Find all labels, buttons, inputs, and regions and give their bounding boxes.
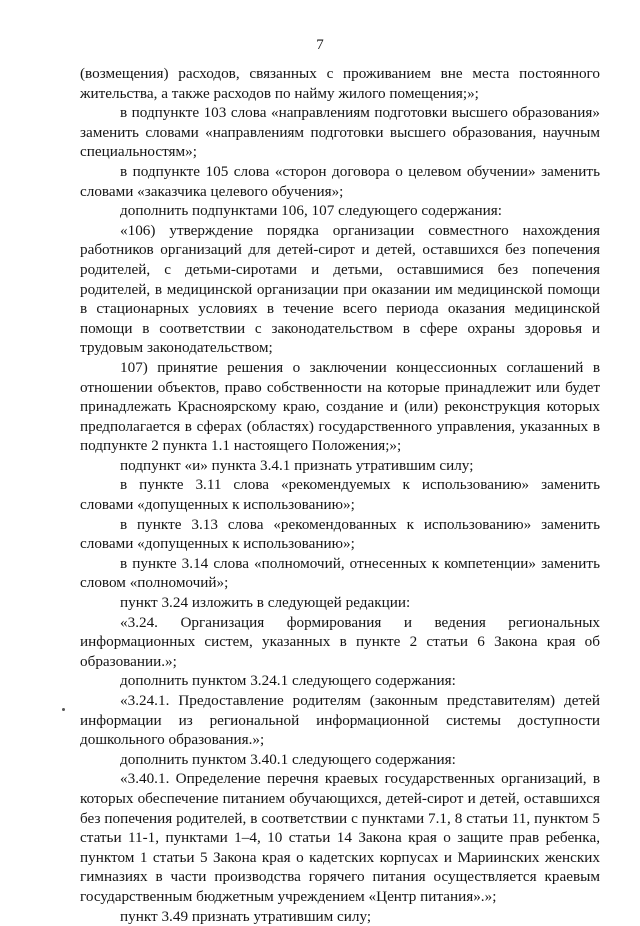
paragraph-10: в пункте 3.14 слова «полномочий, отнесенных к компетенции» заменить словом «полномочий»; (80, 554, 600, 592)
paragraph-13: дополнить пунктом 3.24.1 следующего содержания: (120, 672, 456, 690)
paragraph-12: «3.24. Организация формирования и ведения региональных информационных систем, указанных в пункте 2 статьи 6 Закона края об образовании.»; (80, 613, 600, 670)
scan-speck (62, 708, 65, 711)
document-body (80, 64, 600, 926)
paragraph-14: «3.24.1. Предоставление родителям (законным представителям) детей информации из региональной информационной системы доступности дошкольного образования.»; (80, 692, 600, 749)
paragraph-1: (возмещения) расходов, связанных с проживанием вне места постоянного жительства, а также расходов по найму жилого помещения;»; (80, 65, 600, 102)
paragraph-7: подпункт «и» пункта 3.4.1 признать утратившим силу; (120, 456, 474, 474)
paragraph-8: в пункте 3.11 слова «рекомендуемых к использованию» заменить словами «допущенных к использованию»; (80, 476, 600, 514)
paragraph-11: пункт 3.24 изложить в следующей редакции: (120, 594, 411, 612)
paragraph-16: «3.40.1. Определение перечня краевых государственных организаций, в которых обеспечение питанием обучающихся, детей-сирот и детей, оставшихся без попечения родителей, в соответствии с пунктами 7.1, 8 статьи 11, пунктом 5 статьи 11-1, пунктами 1–4, 10 статьи 14 Закона края о защите прав ребенка, пунктом 1 статьи 5 Закона края о кадетских корпусах и Мариинских женских гимназиях в части производства горячего питания осуществляется краевым государственным бюджетным учреждением «Центр питания».»; (80, 770, 600, 905)
paragraph-17: пункт 3.49 признать утратившим силу; (120, 907, 372, 925)
page-number: 7 (316, 37, 324, 53)
paragraph-9: в пункте 3.13 слова «рекомендованных к использованию» заменить словами «допущенных к использованию»; (80, 515, 600, 553)
paragraph-2: в подпункте 103 слова «направлениям подготовки высшего образования» заменить словами «направлениям подготовки высшего образования, научным специальностям»; (80, 104, 600, 161)
paragraph-15: дополнить пунктом 3.40.1 следующего содержания: (120, 750, 456, 768)
paragraph-5: «106) утверждение порядка организации совместного нахождения работников организаций для детей-сирот и детей, оставшихся без попечения родителей, с детьми-сиротами и детьми, оставшимися без попечения родителей, в медицинской организации при оказании им медицинской помощи в стационарных условиях в течение всего периода оказания медицинской помощи в соответствии с законодательством в сфере охраны здоровья и трудовым законодательством; (80, 221, 600, 357)
paragraph-4: дополнить подпунктами 106, 107 следующего содержания: (120, 202, 502, 220)
paragraph-3: в подпункте 105 слова «сторон договора о целевом обучении» заменить словами «заказчика целевого обучения»; (80, 162, 600, 200)
paragraph-6: 107) принятие решения о заключении концессионных соглашений в отношении объектов, право собственности на которые принадлежит или будет принадлежать Красноярскому краю, создание и (или) реконструкция которых предполагается в сферах (областях) государственного управления, указанных в подпункте 2 пункта 1.1 настоящего Положения;»; (80, 358, 600, 455)
